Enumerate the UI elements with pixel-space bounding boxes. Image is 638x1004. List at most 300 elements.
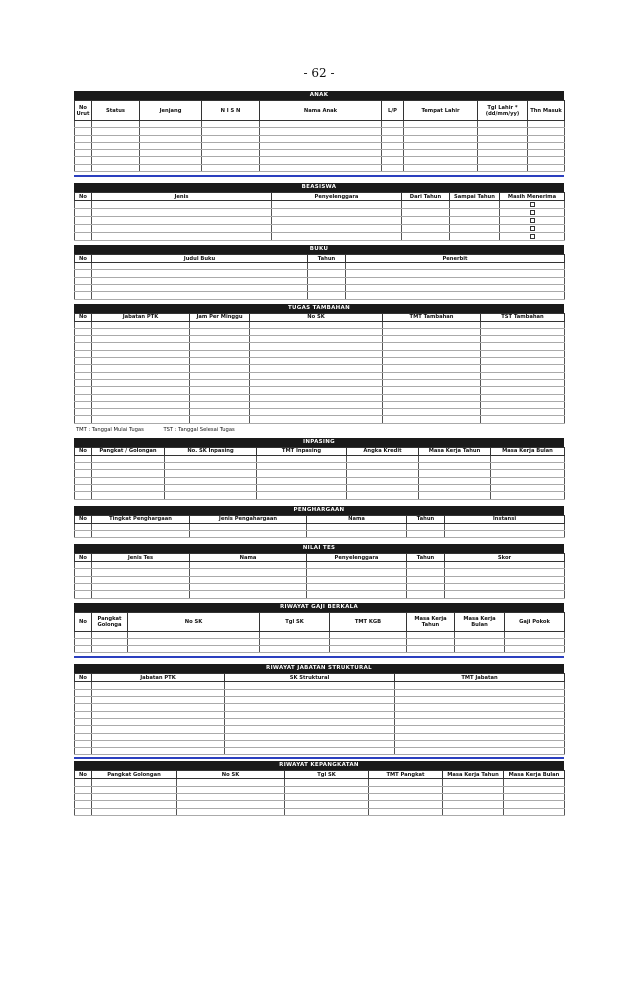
table-cell[interactable] [92,328,190,335]
table-cell[interactable] [383,358,481,365]
table-cell[interactable] [478,164,528,171]
table-cell[interactable] [528,157,565,164]
table-cell[interactable] [285,801,369,808]
table-cell[interactable] [250,401,383,408]
table-cell[interactable] [382,164,404,171]
table-cell[interactable] [369,808,443,815]
table-cell[interactable] [92,379,190,386]
table-cell[interactable] [383,321,481,328]
table-cell[interactable] [92,358,190,365]
table-cell[interactable] [92,217,272,225]
table-cell[interactable] [92,704,225,711]
table-cell[interactable] [250,409,383,416]
table-cell[interactable] [481,365,565,372]
table-cell[interactable] [190,394,250,401]
table-cell[interactable] [455,631,505,638]
table-cell[interactable] [500,209,565,217]
table-cell[interactable] [190,416,250,423]
table-cell[interactable] [330,631,407,638]
table-cell[interactable] [346,284,565,291]
table-cell[interactable] [225,697,395,704]
table-cell[interactable] [128,646,260,653]
table-cell[interactable] [140,157,202,164]
table-cell[interactable] [346,277,565,284]
table-cell[interactable] [75,121,92,128]
table-cell[interactable] [419,463,491,470]
table-cell[interactable] [528,128,565,135]
table-cell[interactable] [404,121,478,128]
table-cell[interactable] [75,394,92,401]
table-cell[interactable] [190,358,250,365]
table-cell[interactable] [190,409,250,416]
table-cell[interactable] [407,591,445,598]
table-cell[interactable] [404,157,478,164]
table-cell[interactable] [500,233,565,241]
table-cell[interactable] [504,779,565,786]
table-cell[interactable] [395,748,565,755]
table-cell[interactable] [443,794,504,801]
table-cell[interactable] [75,277,92,284]
table-cell[interactable] [92,530,190,537]
table-cell[interactable] [404,164,478,171]
table-cell[interactable] [346,292,565,299]
table-cell[interactable] [75,638,92,645]
table-cell[interactable] [92,209,272,217]
table-cell[interactable] [257,492,347,499]
table-cell[interactable] [402,225,450,233]
table-cell[interactable] [528,121,565,128]
table-cell[interactable] [383,394,481,401]
table-cell[interactable] [260,646,330,653]
table-cell[interactable] [140,164,202,171]
table-cell[interactable] [225,711,395,718]
table-cell[interactable] [75,463,92,470]
table-cell[interactable] [272,225,402,233]
table-cell[interactable] [383,343,481,350]
table-cell[interactable] [202,128,260,135]
table-cell[interactable] [260,164,382,171]
table-cell[interactable] [383,350,481,357]
table-cell[interactable] [75,689,92,696]
table-cell[interactable] [481,416,565,423]
table-cell[interactable] [165,455,257,462]
table-cell[interactable] [140,150,202,157]
table-cell[interactable] [445,583,565,590]
table-cell[interactable] [402,233,450,241]
table-cell[interactable] [75,718,92,725]
table-cell[interactable] [202,157,260,164]
table-cell[interactable] [75,372,92,379]
table-cell[interactable] [504,794,565,801]
table-cell[interactable] [75,365,92,372]
table-cell[interactable] [92,321,190,328]
table-cell[interactable] [528,164,565,171]
table-cell[interactable] [481,401,565,408]
table-cell[interactable] [419,470,491,477]
table-cell[interactable] [128,638,260,645]
table-cell[interactable] [260,135,382,142]
table-cell[interactable] [257,484,347,491]
table-cell[interactable] [140,135,202,142]
table-cell[interactable] [504,801,565,808]
table-cell[interactable] [481,358,565,365]
table-cell[interactable] [443,786,504,793]
table-cell[interactable] [260,128,382,135]
table-cell[interactable] [491,463,565,470]
table-cell[interactable] [307,583,407,590]
table-cell[interactable] [308,270,346,277]
table-cell[interactable] [383,372,481,379]
table-cell[interactable] [445,562,565,569]
table-cell[interactable] [190,591,307,598]
table-cell[interactable] [92,365,190,372]
table-cell[interactable] [481,379,565,386]
table-cell[interactable] [419,492,491,499]
table-cell[interactable] [450,217,500,225]
table-cell[interactable] [92,689,225,696]
table-cell[interactable] [75,343,92,350]
table-cell[interactable] [478,142,528,149]
table-cell[interactable] [443,779,504,786]
table-cell[interactable] [75,697,92,704]
table-cell[interactable] [478,135,528,142]
table-cell[interactable] [395,740,565,747]
table-cell[interactable] [250,416,383,423]
table-cell[interactable] [92,682,225,689]
table-cell[interactable] [250,379,383,386]
table-cell[interactable] [75,801,92,808]
table-cell[interactable] [272,233,402,241]
table-cell[interactable] [225,718,395,725]
table-cell[interactable] [92,157,140,164]
table-cell[interactable] [92,562,190,569]
table-cell[interactable] [140,121,202,128]
table-cell[interactable] [404,128,478,135]
table-cell[interactable] [407,569,445,576]
table-cell[interactable] [347,455,419,462]
table-cell[interactable] [75,492,92,499]
table-cell[interactable] [92,164,140,171]
table-cell[interactable] [75,233,92,241]
table-cell[interactable] [369,786,443,793]
table-cell[interactable] [272,209,402,217]
table-cell[interactable] [75,142,92,149]
table-cell[interactable] [190,583,307,590]
table-cell[interactable] [407,583,445,590]
table-cell[interactable] [92,343,190,350]
table-cell[interactable] [500,217,565,225]
table-cell[interactable] [92,463,165,470]
table-cell[interactable] [383,416,481,423]
table-cell[interactable] [260,631,330,638]
table-cell[interactable] [478,121,528,128]
table-cell[interactable] [92,631,128,638]
table-cell[interactable] [308,277,346,284]
table-cell[interactable] [75,263,92,270]
table-cell[interactable] [202,164,260,171]
table-cell[interactable] [75,401,92,408]
table-cell[interactable] [92,128,140,135]
table-cell[interactable] [308,284,346,291]
table-cell[interactable] [75,569,92,576]
table-cell[interactable] [308,292,346,299]
table-cell[interactable] [260,150,382,157]
table-cell[interactable] [140,128,202,135]
table-cell[interactable] [257,477,347,484]
table-cell[interactable] [75,631,92,638]
table-cell[interactable] [75,336,92,343]
table-cell[interactable] [190,321,250,328]
table-cell[interactable] [92,646,128,653]
table-cell[interactable] [382,135,404,142]
table-cell[interactable] [346,270,565,277]
table-cell[interactable] [190,523,307,530]
table-cell[interactable] [260,157,382,164]
table-cell[interactable] [92,409,190,416]
table-cell[interactable] [92,372,190,379]
table-cell[interactable] [202,121,260,128]
table-cell[interactable] [504,786,565,793]
table-cell[interactable] [250,387,383,394]
table-cell[interactable] [75,583,92,590]
table-cell[interactable] [75,786,92,793]
table-cell[interactable] [92,697,225,704]
table-cell[interactable] [75,748,92,755]
table-cell[interactable] [92,569,190,576]
table-cell[interactable] [481,328,565,335]
table-cell[interactable] [500,225,565,233]
table-cell[interactable] [202,135,260,142]
table-cell[interactable] [455,646,505,653]
table-cell[interactable] [347,477,419,484]
table-cell[interactable] [190,401,250,408]
table-cell[interactable] [92,786,177,793]
table-cell[interactable] [443,808,504,815]
table-cell[interactable] [92,233,272,241]
table-cell[interactable] [75,576,92,583]
table-cell[interactable] [225,740,395,747]
table-cell[interactable] [528,135,565,142]
table-cell[interactable] [75,209,92,217]
table-cell[interactable] [481,321,565,328]
table-cell[interactable] [307,569,407,576]
table-cell[interactable] [404,142,478,149]
table-cell[interactable] [285,786,369,793]
table-cell[interactable] [92,142,140,149]
table-cell[interactable] [491,492,565,499]
table-cell[interactable] [330,638,407,645]
table-cell[interactable] [75,321,92,328]
table-cell[interactable] [250,328,383,335]
table-cell[interactable] [382,157,404,164]
table-cell[interactable] [307,523,407,530]
table-cell[interactable] [75,733,92,740]
table-cell[interactable] [75,358,92,365]
table-cell[interactable] [92,477,165,484]
checkbox[interactable] [530,226,535,231]
table-cell[interactable] [75,217,92,225]
table-cell[interactable] [75,328,92,335]
table-cell[interactable] [190,576,307,583]
table-cell[interactable] [395,718,565,725]
table-cell[interactable] [491,477,565,484]
table-cell[interactable] [75,201,92,209]
table-cell[interactable] [75,387,92,394]
table-cell[interactable] [75,704,92,711]
table-cell[interactable] [491,470,565,477]
table-cell[interactable] [75,779,92,786]
table-cell[interactable] [92,277,308,284]
table-cell[interactable] [450,201,500,209]
table-cell[interactable] [92,583,190,590]
table-cell[interactable] [75,740,92,747]
table-cell[interactable] [92,484,165,491]
table-cell[interactable] [395,697,565,704]
table-cell[interactable] [407,576,445,583]
table-cell[interactable] [481,394,565,401]
table-cell[interactable] [307,576,407,583]
table-cell[interactable] [250,358,383,365]
table-cell[interactable] [481,387,565,394]
table-cell[interactable] [92,711,225,718]
table-cell[interactable] [75,270,92,277]
table-cell[interactable] [382,128,404,135]
table-cell[interactable] [190,336,250,343]
table-cell[interactable] [250,394,383,401]
table-cell[interactable] [177,801,285,808]
table-cell[interactable] [455,638,505,645]
table-cell[interactable] [257,455,347,462]
table-cell[interactable] [92,201,272,209]
table-cell[interactable] [225,682,395,689]
table-cell[interactable] [383,387,481,394]
table-cell[interactable] [347,470,419,477]
table-cell[interactable] [75,128,92,135]
table-cell[interactable] [481,343,565,350]
checkbox[interactable] [530,234,535,239]
table-cell[interactable] [190,569,307,576]
table-cell[interactable] [190,343,250,350]
table-cell[interactable] [92,779,177,786]
table-cell[interactable] [92,350,190,357]
table-cell[interactable] [250,321,383,328]
table-cell[interactable] [419,477,491,484]
table-cell[interactable] [478,128,528,135]
table-cell[interactable] [528,150,565,157]
table-cell[interactable] [395,704,565,711]
table-cell[interactable] [190,328,250,335]
table-cell[interactable] [92,336,190,343]
table-cell[interactable] [92,394,190,401]
table-cell[interactable] [177,786,285,793]
table-cell[interactable] [75,726,92,733]
table-cell[interactable] [92,263,308,270]
table-cell[interactable] [272,217,402,225]
table-cell[interactable] [369,779,443,786]
table-cell[interactable] [190,387,250,394]
table-cell[interactable] [528,142,565,149]
table-cell[interactable] [75,379,92,386]
table-cell[interactable] [369,794,443,801]
table-cell[interactable] [250,336,383,343]
table-cell[interactable] [75,646,92,653]
table-cell[interactable] [347,484,419,491]
table-cell[interactable] [504,808,565,815]
table-cell[interactable] [225,689,395,696]
table-cell[interactable] [419,455,491,462]
table-cell[interactable] [75,470,92,477]
table-cell[interactable] [92,284,308,291]
table-cell[interactable] [92,748,225,755]
table-cell[interactable] [190,530,307,537]
table-cell[interactable] [407,631,455,638]
table-cell[interactable] [92,270,308,277]
table-cell[interactable] [307,530,407,537]
table-cell[interactable] [225,726,395,733]
table-cell[interactable] [395,689,565,696]
table-cell[interactable] [92,387,190,394]
table-cell[interactable] [75,808,92,815]
table-cell[interactable] [481,409,565,416]
table-cell[interactable] [445,569,565,576]
table-cell[interactable] [92,150,140,157]
table-cell[interactable] [92,794,177,801]
table-cell[interactable] [443,801,504,808]
table-cell[interactable] [382,150,404,157]
table-cell[interactable] [75,530,92,537]
table-cell[interactable] [75,284,92,291]
table-cell[interactable] [505,631,565,638]
table-cell[interactable] [395,733,565,740]
table-cell[interactable] [285,808,369,815]
table-cell[interactable] [140,142,202,149]
table-cell[interactable] [407,523,445,530]
table-cell[interactable] [407,646,455,653]
table-cell[interactable] [450,225,500,233]
checkbox[interactable] [530,218,535,223]
table-cell[interactable] [92,225,272,233]
table-cell[interactable] [285,779,369,786]
table-cell[interactable] [382,121,404,128]
table-cell[interactable] [75,350,92,357]
table-cell[interactable] [75,591,92,598]
table-cell[interactable] [190,562,307,569]
table-cell[interactable] [250,343,383,350]
table-cell[interactable] [165,470,257,477]
table-cell[interactable] [478,150,528,157]
table-cell[interactable] [481,336,565,343]
table-cell[interactable] [407,530,445,537]
table-cell[interactable] [165,484,257,491]
table-cell[interactable] [177,779,285,786]
table-cell[interactable] [190,365,250,372]
table-cell[interactable] [383,401,481,408]
table-cell[interactable] [481,350,565,357]
table-cell[interactable] [92,576,190,583]
table-cell[interactable] [257,470,347,477]
table-cell[interactable] [75,409,92,416]
table-cell[interactable] [75,455,92,462]
table-cell[interactable] [177,808,285,815]
table-cell[interactable] [165,463,257,470]
table-cell[interactable] [92,492,165,499]
table-cell[interactable] [445,530,565,537]
table-cell[interactable] [260,142,382,149]
table-cell[interactable] [92,591,190,598]
table-cell[interactable] [165,477,257,484]
table-cell[interactable] [369,801,443,808]
table-cell[interactable] [500,201,565,209]
